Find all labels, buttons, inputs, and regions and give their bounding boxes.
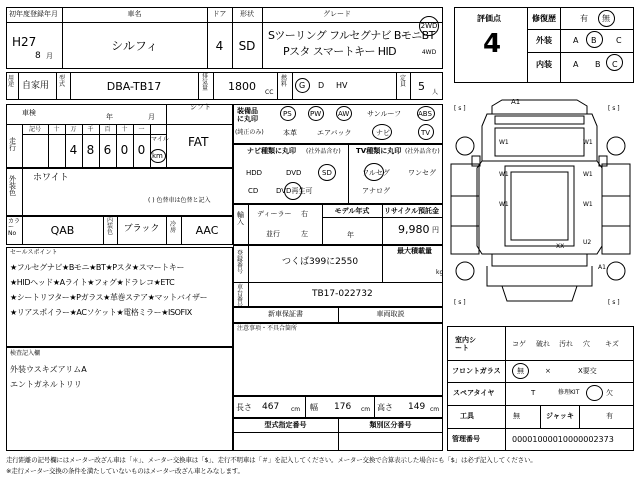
door-value: 4 <box>215 39 224 53</box>
plate-value: つくば399に2550 <box>282 257 359 267</box>
diagram-w1: W1 <box>583 201 593 208</box>
ac-label: 冷房 <box>170 221 177 234</box>
jack-label: ジャッキ <box>546 412 574 420</box>
sheet-item: 汚れ <box>559 340 573 348</box>
vin-label: 車台番号 <box>237 284 244 309</box>
digit-header: 十 <box>121 126 128 133</box>
height-value: 149 <box>408 402 426 412</box>
diagram-a1r: A1 <box>598 264 606 271</box>
tv-oneseg: ワンセグ <box>408 169 436 177</box>
reg-month: 8 <box>35 51 41 61</box>
front-glass-item: 無 <box>517 367 524 375</box>
nav-sub: (社外品含む) <box>306 148 341 155</box>
nav-cd: CD <box>248 187 259 195</box>
nav-dvd: DVD <box>286 169 302 177</box>
length-label: 長さ <box>236 403 252 412</box>
equip-pw: PW <box>310 110 322 118</box>
handle-left: 左 <box>301 230 308 238</box>
spare-item: T <box>531 389 536 397</box>
management-label: 管理番号 <box>452 435 480 443</box>
inspector-frame <box>6 347 233 451</box>
shaken-label: 車検 <box>22 109 36 117</box>
score-label: 評価点 <box>477 14 501 23</box>
notes-frame <box>233 323 443 396</box>
fuel-hv: HV <box>336 81 348 90</box>
digit-header: 十 <box>53 126 60 133</box>
nav-title: ナビ種類に丸印 <box>247 147 296 155</box>
mileage-label: 走行 <box>9 137 16 152</box>
usage-value: 自家用 <box>22 81 50 91</box>
tv-fullseg: フルセグ <box>362 169 390 177</box>
equip-tv: TV <box>421 129 431 137</box>
int-grade-a: A <box>573 60 579 69</box>
front-glass-item: X要交 <box>578 367 597 375</box>
shape-label: 形状 <box>240 10 254 18</box>
equip-abs: ABS <box>418 110 432 118</box>
max-load-label: 最大積載量 <box>397 247 432 255</box>
km-label: km <box>152 152 163 160</box>
shaken-year: 年 <box>106 113 113 121</box>
recycle-label: リサイクル預託金 <box>384 207 440 215</box>
int-grade-b: B <box>595 60 601 69</box>
equipment-title: 装備品に丸印 <box>237 107 258 124</box>
mileage-digit: 8 <box>86 143 95 157</box>
tv-sub: (社外品含む) <box>405 148 440 155</box>
door-label: ドア <box>212 10 227 18</box>
max-load-unit: kg <box>436 269 444 276</box>
tools-value: 無 <box>513 412 520 420</box>
sheet-item: コゲ <box>512 340 526 348</box>
width-unit: cm <box>361 406 371 413</box>
interior-color-value: ブラック <box>123 224 160 234</box>
int-grade-c: C <box>612 60 618 69</box>
import-parallel: 並行 <box>266 230 280 238</box>
model-value: DBA-TB17 <box>106 80 162 93</box>
length-value: 467 <box>262 402 280 412</box>
diagram-w1: W1 <box>583 171 593 178</box>
sheet-item: 穴 <box>583 340 590 348</box>
diagram-u2: U2 <box>583 239 592 246</box>
shape-value: SD <box>238 39 256 53</box>
ac-value: AAC <box>195 224 219 237</box>
diagram-bracket: [ s ] <box>454 299 466 306</box>
repair-label: 修復歴 <box>532 14 556 23</box>
equip-ps: PS <box>283 110 292 118</box>
shift-label: シフト <box>190 103 211 111</box>
exterior-color-label: 外装色 <box>9 175 16 197</box>
diagram-bracket: [ s ] <box>608 105 620 112</box>
digit-header: 百 <box>104 126 111 133</box>
cc-unit: CC <box>265 89 274 96</box>
warranty-label: 新車保証書 <box>268 310 303 318</box>
diagram-w1: W1 <box>499 201 509 208</box>
height-label: 高さ <box>377 403 393 412</box>
nav-dvdplay: DVD再生可 <box>276 187 313 195</box>
length-unit: cm <box>291 406 301 413</box>
digit-header: 千 <box>87 126 94 133</box>
recycle-yen: 円 <box>432 226 439 234</box>
nav-sd: SD <box>322 169 332 177</box>
colorno-label: カラー No <box>8 218 21 237</box>
import-dealer: ディーラー <box>257 210 292 218</box>
colorno-value: QAB <box>50 224 75 237</box>
sales-line: ★HIDヘッド★Aライト★フォグ★ドラレコ★ETC <box>10 278 175 287</box>
fourwd-label: 4WD <box>421 49 437 56</box>
class-label: 類別区分番号 <box>369 421 412 429</box>
ext-grade-a: A <box>573 36 579 45</box>
sales-title: セールスポイント <box>10 249 58 256</box>
usage-label: 用途 <box>8 75 15 88</box>
vin-value: TB17-022732 <box>312 289 373 299</box>
equip-navi: ナビ <box>376 129 390 137</box>
diagram-w1: W1 <box>499 171 509 178</box>
inspector-line: 外装ウスキズアリムA <box>10 365 87 374</box>
model-year-unit: 年 <box>347 231 354 239</box>
type-spec-label: 型式指定番号 <box>264 421 307 429</box>
digit-header: 一 <box>138 126 145 133</box>
equipment-sub: (純正のみ) <box>235 129 264 136</box>
model-label: 型式 <box>59 75 66 88</box>
capacity-value: 5 <box>418 80 425 93</box>
car-name: シルフィ <box>111 39 158 53</box>
tv-title: TV種類に丸印 <box>356 147 402 155</box>
equip-airbag: エアバック <box>317 129 352 137</box>
front-glass-item: × <box>545 367 551 375</box>
plate-label: 登録番号 <box>237 250 244 275</box>
mileage-digit: 6 <box>103 143 112 157</box>
fuel-d: D <box>318 81 325 90</box>
score-value: 4 <box>483 29 502 59</box>
sales-line: ★フルセグナビ★Bモニ★BT★Pスタ★スマートキー <box>10 263 185 272</box>
handle-right: 右 <box>301 210 308 218</box>
displacement-label: 排気量 <box>202 73 209 92</box>
inspector-label: 検査記入欄 <box>10 350 41 357</box>
ext-grade-c: C <box>616 36 622 45</box>
nav-hdd: HDD <box>246 169 263 177</box>
spare-kit-circle <box>586 385 603 401</box>
mile-label: マイル <box>151 136 169 143</box>
diagram-xx: XX <box>556 243 565 250</box>
repair-no: 無 <box>602 14 610 23</box>
car-name-label: 車名 <box>127 10 142 18</box>
color-note: ( ) 色替車は色替と記入 <box>148 197 211 204</box>
displacement-value: 1800 <box>228 80 256 93</box>
sales-line: ★シートリフター★Pガラス★革巻ステア★マットバイザー <box>10 293 208 302</box>
diagram-w1: W1 <box>499 139 509 146</box>
manual-label: 車両取説 <box>376 310 405 318</box>
spare-label: スペアタイヤ <box>453 389 495 397</box>
jack-value: 有 <box>606 412 613 420</box>
recycle-value: 9,980 <box>398 223 430 236</box>
height-unit: cm <box>430 406 440 413</box>
equip-aw: AW <box>338 110 350 118</box>
grade-line2: Pスタ スマートキー HID <box>283 45 396 58</box>
fuel-g: G <box>299 81 306 90</box>
notes-label: 注意事項・不具合箇所 <box>237 325 298 332</box>
equip-sunroof: サンルーフ <box>367 110 402 118</box>
fuel-label: 燃料 <box>281 75 288 88</box>
shaken-month: 月 <box>148 113 155 121</box>
import-label: 輸入 <box>237 211 244 226</box>
digit-header: 万 <box>70 126 77 133</box>
diagram-bracket: [ s ] <box>608 299 620 306</box>
diagram-bracket: [ s ] <box>454 105 466 112</box>
inspector-line: エントガネルトリリ <box>10 380 82 389</box>
sales-line: ★リアスポイラー★ACソケット★電格ミラー★ISOFIX <box>10 308 192 317</box>
interior-grade-label: 内装 <box>536 60 552 69</box>
digit-header: 記号 <box>28 126 41 133</box>
interior-color-label: 内装色 <box>107 217 114 236</box>
interior-sheet-label: 室内シート <box>455 336 476 353</box>
tools-label: 工具 <box>460 412 474 420</box>
spare-item: 欠 <box>606 389 613 397</box>
grade-line1: Sツーリング フルセグナビ BモニBT <box>268 29 435 42</box>
capacity-label: 定員 <box>400 75 407 88</box>
diagram-a1: A1 <box>511 98 521 106</box>
reg-month-unit: 月 <box>46 52 53 60</box>
front-glass-label: フロントガラス <box>452 367 501 375</box>
exterior-grade-label: 外装 <box>536 36 552 45</box>
grade-label: グレード <box>323 10 351 18</box>
car-diagram <box>447 86 634 322</box>
capacity-unit: 人 <box>432 89 439 96</box>
mileage-digit: 0 <box>120 143 129 157</box>
reg-label: 初年度登録年月 <box>9 10 58 18</box>
repair-yes: 有 <box>580 14 588 23</box>
width-label: 幅 <box>310 403 318 412</box>
ext-grade-b: B <box>591 36 597 45</box>
model-year-label: モデル年式 <box>334 207 370 215</box>
sheet-item: 破れ <box>536 340 550 348</box>
twowd-label: 2WD <box>420 22 438 30</box>
diagram-w1: W1 <box>583 139 593 146</box>
shift-value: FAT <box>188 135 209 149</box>
tv-analog: アナログ <box>362 187 390 195</box>
management-value: 00001000010000002373 <box>512 435 614 444</box>
exterior-color-value: ホワイト <box>33 173 69 183</box>
footer-line: 走行距離の記号欄にはメーター改ざん車は「＊」、メーター交換車は「$」、走行不明車は「＃」を記入してください。メーター交換で合算表示した場合にも「$」は必ず記入してください。 <box>6 456 537 464</box>
width-value: 176 <box>334 402 352 412</box>
spare-item: 修理KIT <box>558 389 580 396</box>
footer-line: ※走行メーター交換の条件を満たしていないものはメーター改ざん車とみなします。 <box>6 467 244 475</box>
reg-year: H27 <box>12 35 37 49</box>
sheet-item: キズ <box>605 340 619 348</box>
mileage-digit: 0 <box>137 143 146 157</box>
equip-leather: 本革 <box>283 129 297 137</box>
mileage-digit: 4 <box>69 143 78 157</box>
